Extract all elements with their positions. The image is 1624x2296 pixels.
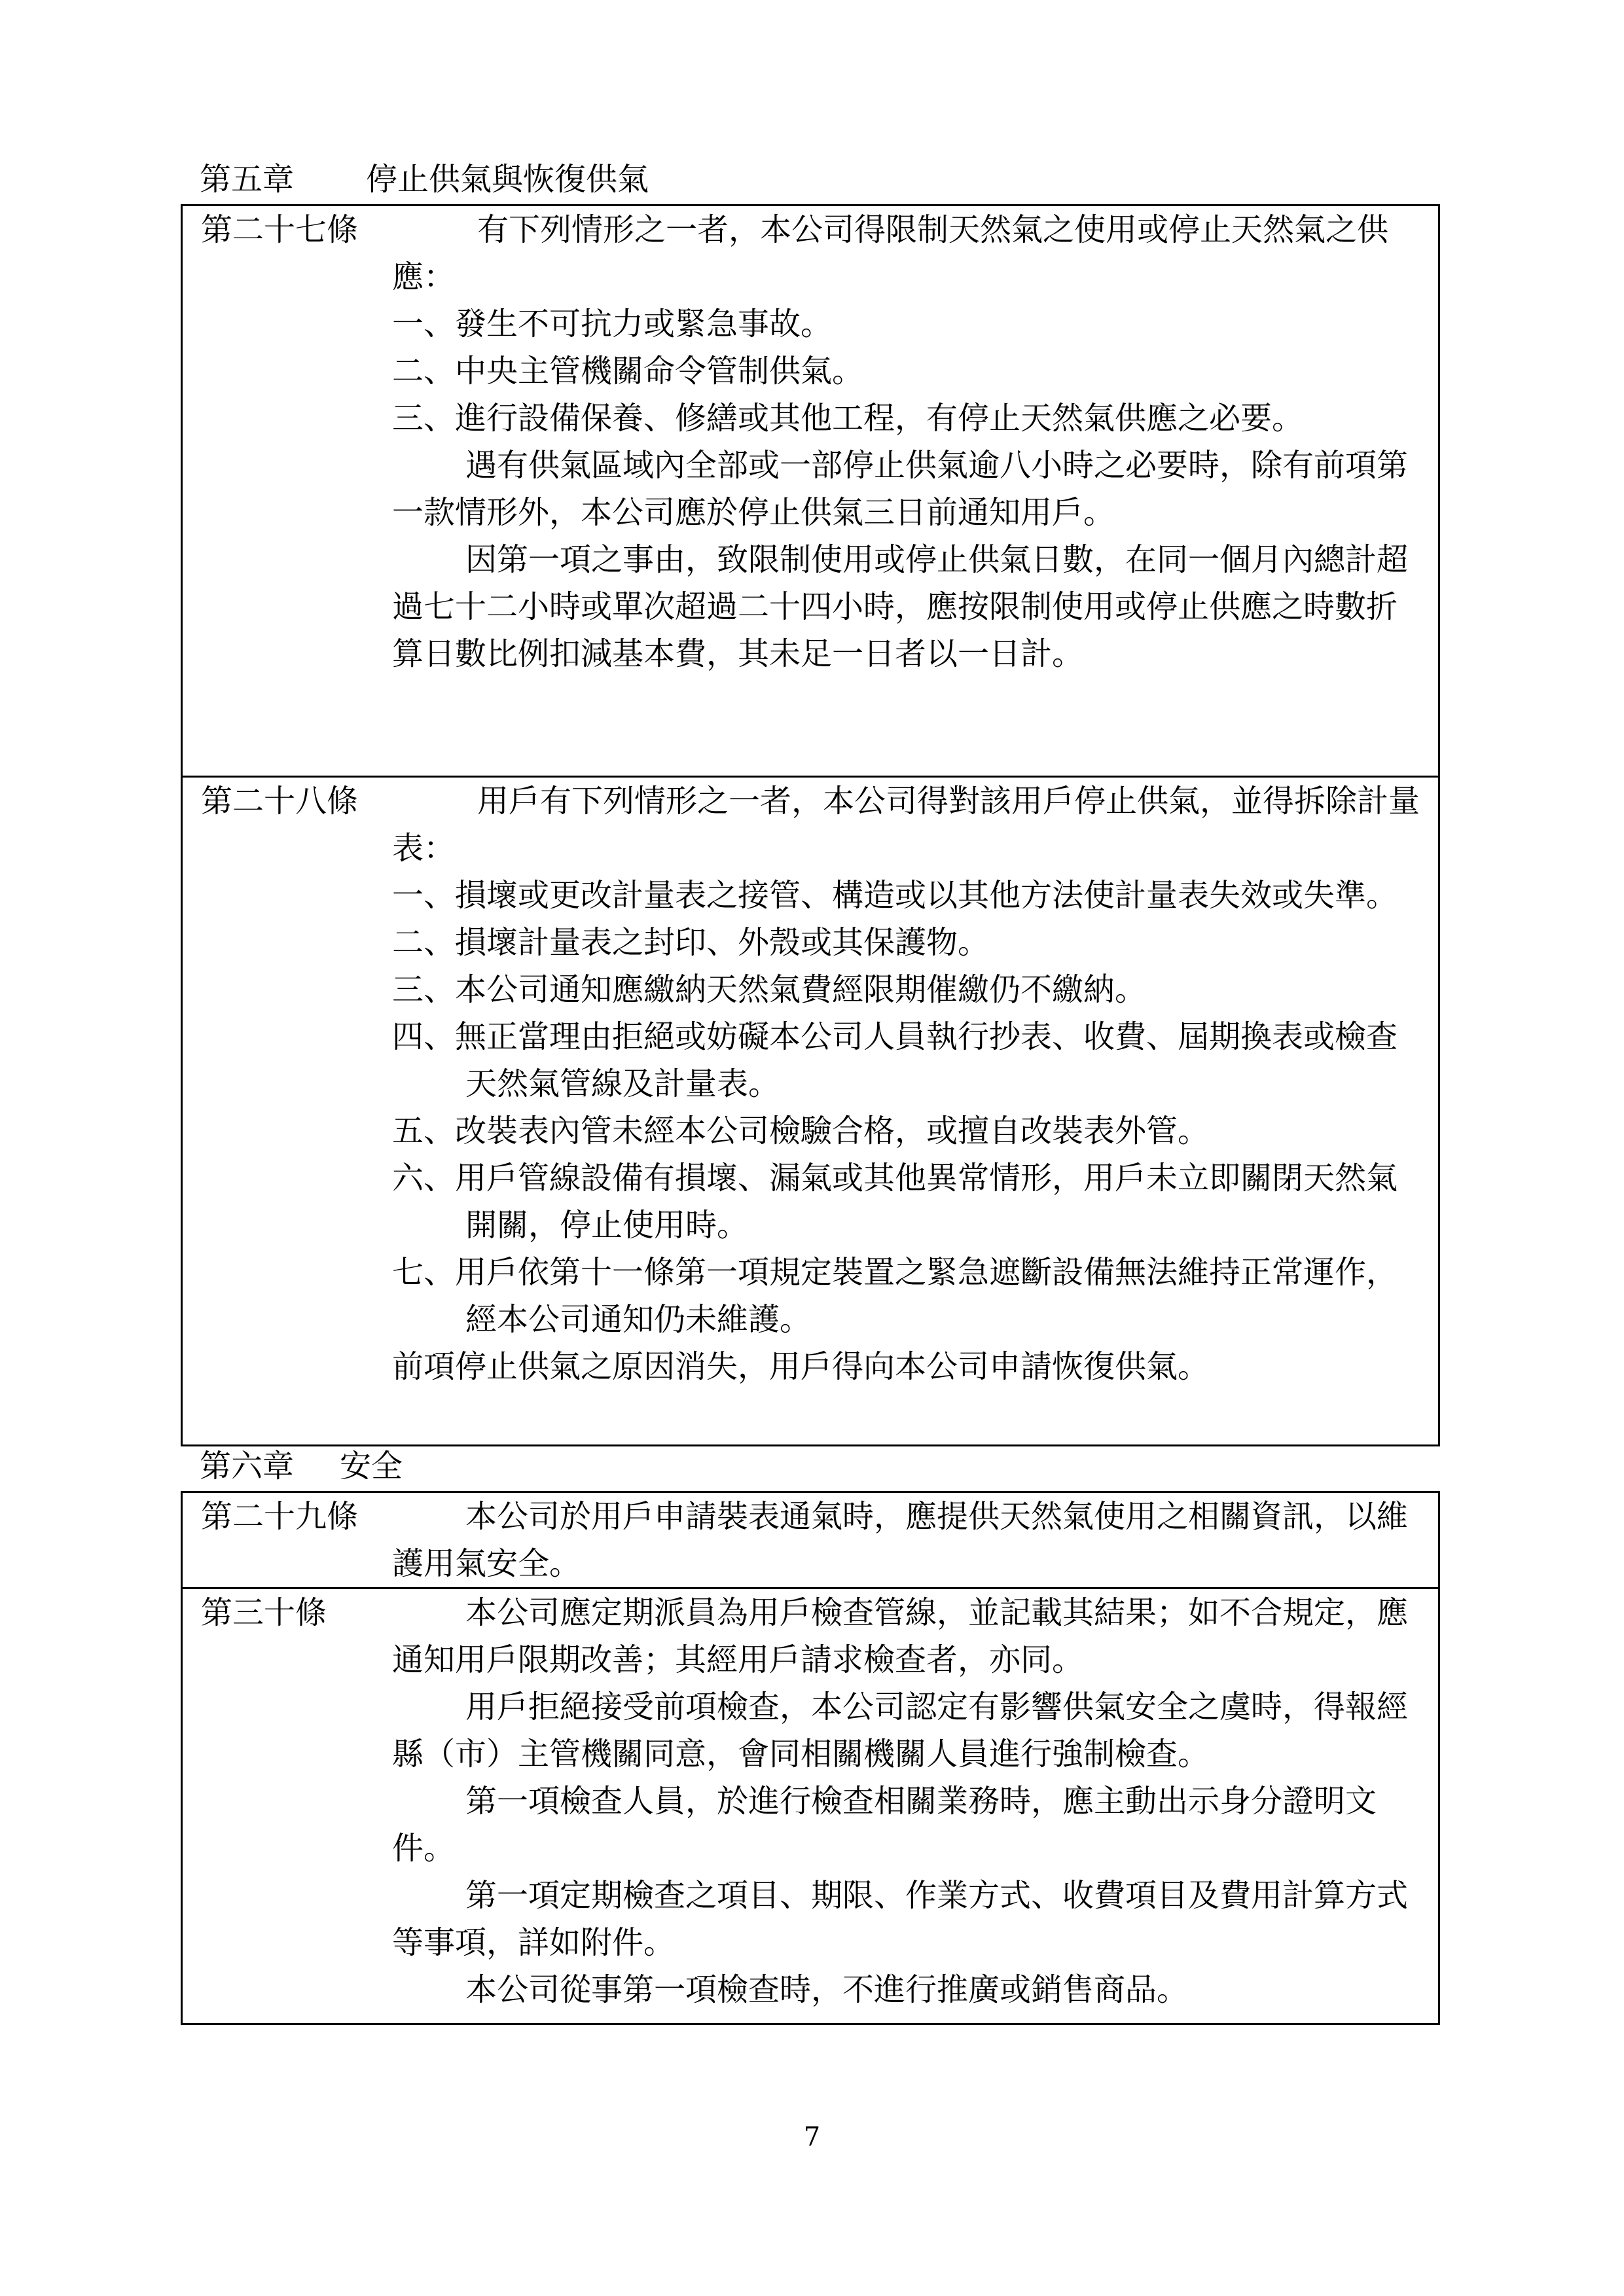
list-item: 二、損壞計量表之封印、外殼或其保護物。 — [392, 924, 990, 961]
list-item: 六、用戶管線設備有損壞、漏氣或其他異常情形，用戶未立即關閉天然氣開關，停止使用時。 — [392, 1160, 1398, 1244]
articles-table-chapter-6 — [181, 1491, 1440, 2025]
chapter-number: 第五章 — [200, 161, 295, 198]
chapter-heading-6 — [200, 1446, 403, 1486]
chapter-title: 停止供氣與恢復供氣 — [366, 161, 649, 198]
article-28 — [183, 776, 1438, 1446]
list-item: 一、發生不可抗力或緊急事故。 — [392, 306, 833, 342]
paragraph: 第一項檢查人員，於進行檢查相關業務時，應主動出示身分證明文件。 — [392, 1783, 1377, 1867]
article-body — [392, 1589, 1428, 2013]
paragraph: 遇有供氣區域內全部或一部停止供氣逾八小時之必要時，除有前項第一款情形外，本公司應於停止供氣三日前通知用戶。 — [392, 447, 1409, 531]
article-label: 第三十條 — [201, 1594, 327, 1631]
article-label: 第二十八條 — [201, 783, 359, 819]
articles-table-chapter-5 — [181, 204, 1440, 1446]
list-item: 七、用戶依第十一條第一項規定裝置之緊急遮斷設備無法維持正常運作，經本公司通知仍未維護。 — [392, 1254, 1398, 1338]
article-label: 第二十九條 — [201, 1498, 359, 1535]
list-item: 三、本公司通知應繳納天然氣費經限期催繳仍不繳納。 — [392, 971, 1147, 1008]
chapter-number: 第六章 — [200, 1448, 295, 1484]
list-item: 五、改裝表內管未經本公司檢驗合格，或擅自改裝表外管。 — [392, 1113, 1210, 1149]
article-30 — [183, 1587, 1438, 2025]
article-label: 第二十七條 — [201, 211, 359, 248]
chapter-heading-5 — [200, 160, 649, 199]
article-intro: 本公司於用戶申請裝表通氣時，應提供天然氣使用之相關資訊，以維護用氣安全。 — [392, 1498, 1409, 1582]
article-body — [392, 1493, 1428, 1587]
list-item: 三、進行設備保養、修繕或其他工程，有停止天然氣供應之必要。 — [392, 400, 1304, 437]
article-27 — [183, 206, 1438, 776]
article-body — [392, 778, 1428, 1390]
list-item: 二、中央主管機關命令管制供氣。 — [392, 353, 864, 389]
article-intro: 本公司應定期派員為用戶檢查管線，並記載其結果；如不合規定，應通知用戶限期改善；其經用戶請求檢查者，亦同。 — [392, 1594, 1409, 1678]
paragraph: 第一項定期檢查之項目、期限、作業方式、收費項目及費用計算方式等事項，詳如附件。 — [392, 1877, 1409, 1961]
page-number: 7 — [803, 2122, 821, 2152]
article-intro: 有下列情形之一者，本公司得限制天然氣之使用或停止天然氣之供應： — [392, 211, 1389, 295]
article-body — [392, 206, 1428, 677]
paragraph: 本公司從事第一項檢查時，不進行推廣或銷售商品。 — [465, 1971, 1189, 2008]
paragraph: 用戶拒絕接受前項檢查，本公司認定有影響供氣安全之虞時，得報經縣（市）主管機關同意，會同相關機關人員進行強制檢查。 — [392, 1689, 1409, 1772]
closing-paragraph: 前項停止供氣之原因消失，用戶得向本公司申請恢復供氣。 — [392, 1348, 1210, 1385]
article-intro: 用戶有下列情形之一者，本公司得對該用戶停止供氣，並得拆除計量表： — [392, 783, 1420, 867]
chapter-title: 安全 — [340, 1448, 403, 1484]
paragraph: 因第一項之事由，致限制使用或停止供氣日數，在同一個月內總計超過七十二小時或單次超過二十四小時，應按限制使用或停止供應之時數折算日數比例扣減基本費，其未足一日者以一日計。 — [392, 541, 1409, 672]
list-item: 四、無正當理由拒絕或妨礙本公司人員執行抄表、收費、屆期換表或檢查天然氣管線及計量表。 — [392, 1018, 1398, 1102]
article-29 — [183, 1493, 1438, 1587]
list-item: 一、損壞或更改計量表之接管、構造或以其他方法使計量表失效或失準。 — [392, 877, 1398, 914]
